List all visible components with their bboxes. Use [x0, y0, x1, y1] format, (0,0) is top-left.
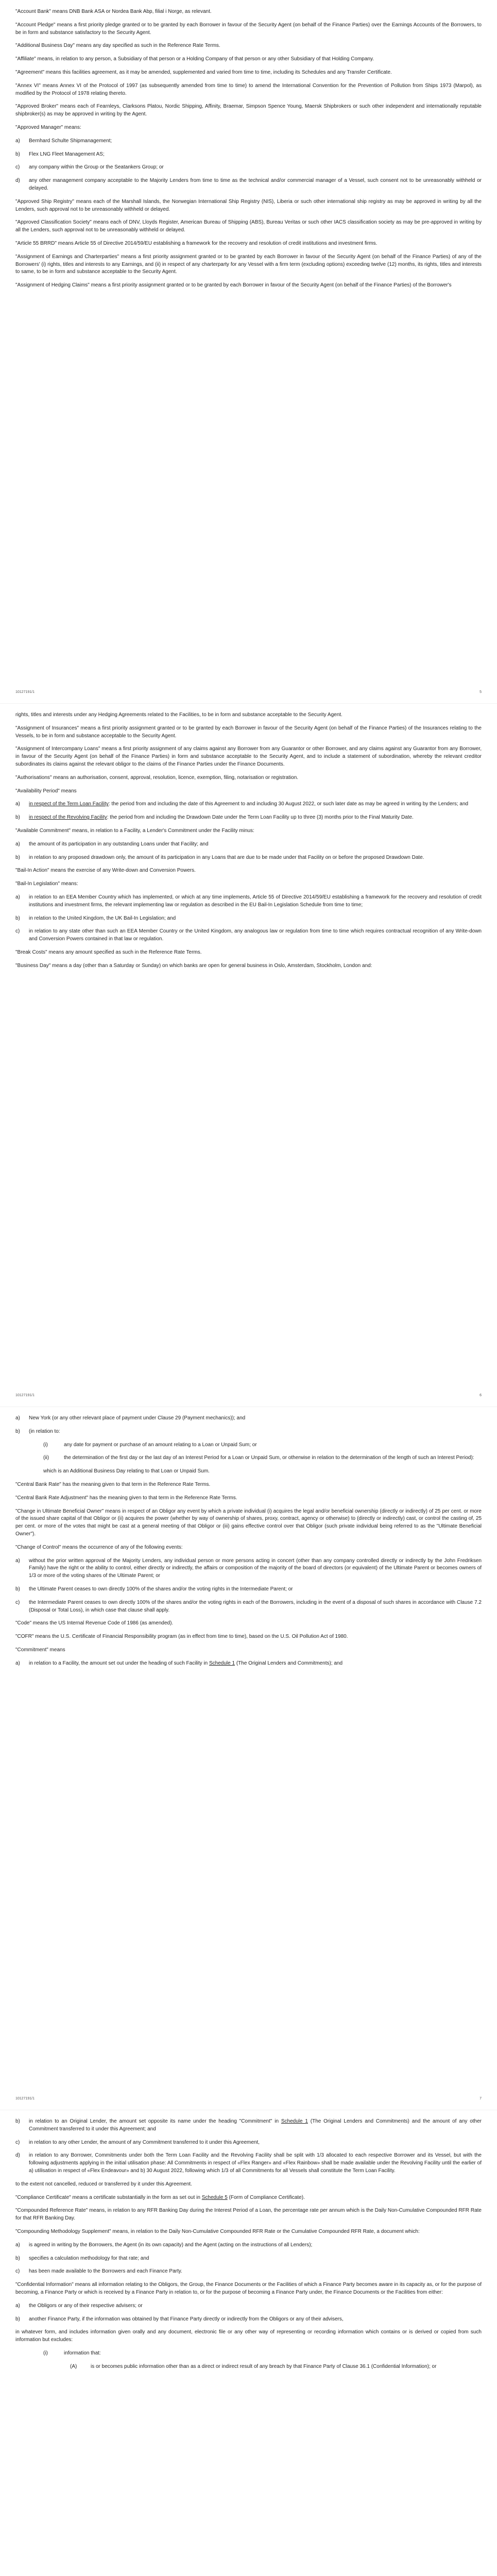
schedule-reference: Schedule 1: [281, 2119, 308, 2124]
page-content: [0, 0, 497, 290]
list-item-text: New York (or any other relevant place of payment under Clause 29 (Payment mechanics)); and: [29, 1415, 246, 1421]
underlined-term: in respect of the Revolving Facility: [29, 815, 107, 821]
schedule-reference: Schedule 1: [209, 1660, 235, 1666]
text-run: in relation to an Original Lender, the amount set opposite its name under the heading "Commitment" in: [29, 2119, 281, 2124]
list-marker: b): [15, 854, 20, 860]
list-item: [15, 164, 482, 172]
list-item-text: any company within the Group or the Seatankers Group; or: [29, 164, 164, 171]
list-item: [15, 2118, 482, 2133]
list-item-text: any other management company acceptable to the Majority Lenders from time to time as the technical and/or commercial manager of a Vessel, such consent not to be unreasonably withheld or delayed.: [29, 178, 482, 191]
list-marker: b): [15, 1428, 20, 1434]
list-item: [15, 138, 482, 145]
list-item: [43, 1442, 482, 1449]
list-marker: b): [15, 915, 20, 921]
text-run: "Compliance Certificate" means a certificate substantially in the form as set out in: [15, 2194, 202, 2200]
paragraph: "Approved Classification Society" means each of DNV, Lloyds Register, American Bureau of Shipping (ABS), Bureau Veritas or such other IACS classification society as may be pre-approved in writing by all the Lenders, such approval not to be unreasonably withheld or delayed.: [15, 219, 482, 233]
page-footer: [15, 1394, 482, 1397]
list-marker: c): [15, 2139, 20, 2145]
list-item-text: specifies a calculation methodology for that rate; and: [29, 2255, 149, 2261]
page-content: [0, 703, 497, 970]
paragraph: "Code" means the US Internal Revenue Code of 1986 (as amended).: [15, 1620, 174, 1626]
document-page: [0, 1406, 497, 2110]
paragraph: "Bail-In Legislation" means:: [15, 881, 78, 887]
list-marker: a): [15, 801, 20, 807]
list-item-text: in relation to any state other than such an EEA Member Country or the United Kingdom, any analogous law or regulation from time to time which requires contractual recognition of any Write-down and Conversion Powers contained in that law or regulation.: [29, 928, 482, 942]
list-marker: a): [15, 1557, 20, 1564]
list-marker: b): [15, 2119, 20, 2124]
list-item: [15, 2152, 482, 2175]
list-marker: a): [15, 1415, 20, 1421]
list-item: [15, 841, 482, 849]
list-item-text: the Ultimate Parent ceases to own directly 100% of the shares and/or the voting rights in the Intermediate Parent; or: [29, 1586, 293, 1592]
list-item: [15, 915, 482, 923]
list-item: [15, 1599, 482, 1615]
text-run: (The Original Lenders and Commitments); and: [235, 1660, 343, 1666]
list-item: [15, 801, 482, 808]
document-page: [0, 703, 497, 1406]
list-marker: a): [15, 841, 20, 847]
page-number: 7: [479, 2097, 482, 2100]
list-item: [15, 151, 482, 159]
list-item-text: (in relation to:: [29, 1428, 60, 1434]
paragraph: "Central Bank Rate Adjustment" has the meaning given to that term in the Reference Rate Terms.: [15, 1495, 237, 1501]
paragraph: "Account Pledge" means a first priority pledge granted or to be granted by each Borrower in favour of the Security Agent (on behalf of the Finance Parties) over the Earnings Accounts of the Borrowers, to be in form and substance satisfactory to the Security Agent.: [15, 22, 482, 36]
paragraph: "Compounding Methodology Supplement" means, in relation to the Daily Non-Cumulative Compounded RFR Rate or the Cumulative Compounded RFR Rate, a document which:: [15, 2228, 420, 2234]
list-item: [15, 1557, 482, 1580]
list-marker: d): [15, 178, 20, 184]
list-item: [15, 814, 482, 822]
document-reference: 10127191/1: [15, 2097, 35, 2100]
paragraph: "Authorisations" means an authorisation, consent, approval, resolution, licence, exemption, filing, notarisation or registration.: [15, 774, 299, 781]
list-item-text: is agreed in writing by the Borrowers, the Agent (in its own capacity) and the Agent (acting on the instructions of all Lenders);: [29, 2242, 313, 2248]
text-run: in relation to a Facility, the amount set out under the heading of such Facility in: [29, 1660, 210, 1666]
list-item-text: the determination of the first day or the last day of an Interest Period for a Loan or Unpaid Sum, or otherwise in relation to the determination of the length of such an Interest Period):: [64, 1455, 474, 1461]
underlined-term: in respect of the Term Loan Facility: [29, 801, 109, 807]
list-item-text: [29, 801, 482, 808]
paragraph: [15, 2194, 482, 2202]
page-content: [0, 1406, 497, 1668]
list-item-text: the amount of its participation in any outstanding Loans under that Facility; and: [29, 841, 209, 847]
paragraph: rights, titles and interests under any Hedging Agreements related to the Facilities, to be in form and substance acceptable to the Security Agent.: [15, 712, 342, 718]
paragraph: "Assignment of Hedging Claims" means a first priority assignment granted or to be granted by each Borrower in favour of the Security Agent (on behalf of the Finance Parties) of the Borrower's: [15, 282, 452, 289]
paragraph: "Additional Business Day" means any day specified as such in the Reference Rate Terms.: [15, 43, 220, 49]
list-item-text: in relation to the United Kingdom, the UK Bail-In Legislation; and: [29, 915, 176, 921]
document-reference: 10127191/1: [15, 1394, 35, 1397]
list-marker: a): [15, 1660, 20, 1666]
list-marker: c): [15, 164, 20, 171]
document-page: [0, 0, 497, 703]
list-item: [15, 177, 482, 193]
paragraph: "Available Commitment" means, in relation to a Facility, a Lender's Commitment under the Facility minus:: [15, 827, 254, 834]
list-marker: d): [15, 2153, 20, 2159]
list-item: [15, 2268, 482, 2276]
list-item: [15, 854, 482, 862]
paragraph: "Bail-In Action" means the exercise of any Write-down and Conversion Powers.: [15, 868, 196, 874]
list-item: [15, 2316, 482, 2324]
page-footer: [15, 690, 482, 694]
paragraph: "Assignment of Intercompany Loans" means a first priority assignment of any claims against any Borrower from any Guarantor or other Borrower, and any claims against any Guarantor from any Borrower, in favour of the Security Agent (on behalf of the Finance Parties) in form and substance acceptable to the Security Agent, and to include a statement of subordination, whereby the relevant creditor subordinates its claims against the relevant obligor to the claims of the Finance Parties under the Finance Documents.: [15, 746, 482, 767]
list-item-text: [29, 814, 482, 822]
list-item-text: has been made available to the Borrowers and each Finance Party.: [29, 2268, 182, 2275]
list-marker: a): [15, 2242, 20, 2248]
list-marker: c): [15, 1599, 20, 1605]
paragraph: which is an Additional Business Day relating to that Loan or Unpaid Sum.: [43, 1468, 210, 1475]
list-item-text: another Finance Party, if the information was obtained by that Finance Party directly or indirectly from the Obligors or any of their advisers,: [29, 2316, 344, 2322]
paragraph: in whatever form, and includes information given orally and any document, electronic file or any other way of representing or recording information which contains or is derived or copied from such information but excludes:: [15, 2329, 482, 2343]
paragraph: "Assignment of Insurances" means a first priority assignment granted or to be granted by each Borrower in favour of the Security Agent (on behalf of the Finance Parties) of the Insurances relating to the Vessels, to be in form and substance acceptable to the Security Agent.: [15, 725, 482, 739]
list-marker: a): [15, 138, 20, 144]
paragraph: "Assignment of Earnings and Charterparties" means a first priority assignment granted or to be granted by each Borrower in favour of the Security Agent (on behalf of the Finance Parties) of any of the Borrowers' (i) rights, titles and interests to any Earnings, and (ii) in respect of any charterparty for any Vessel with a firm term (excluding options) exceeding twelve (12) months, its rights, titles and interests to same, to be in form and substance acceptable to the Security Agent.: [15, 253, 482, 275]
document-reference: 10127191/1: [15, 690, 35, 694]
page-divider: [0, 1406, 497, 1407]
list-item-text: is or becomes public information other than as a direct or indirect result of any breach by that Finance Party of Clause 36.1 (Confidential Information); or: [91, 2363, 437, 2369]
paragraph: "Account Bank" means DNB Bank ASA or Nordea Bank Abp, filial i Norge, as relevant.: [15, 9, 212, 14]
paragraph: "Article 55 BRRD" means Article 55 of Directive 2014/59/EU establishing a framework for the recovery and resolution of credit institutions and investment firms.: [15, 240, 378, 246]
list-item: [15, 2302, 482, 2310]
list-item-text: [29, 1660, 482, 1668]
list-item-text: [29, 2118, 482, 2133]
list-marker: (i): [43, 1442, 48, 1448]
paragraph: to the extent not cancelled, reduced or transferred by it under this Agreement.: [15, 2181, 192, 2187]
page-number: 5: [479, 690, 482, 694]
list-marker: c): [15, 928, 20, 935]
paragraph: "Change of Control" means the occurrence of any of the following events:: [15, 1544, 183, 1550]
list-item: [15, 1660, 482, 1668]
page-divider: [0, 703, 497, 704]
list-marker: b): [15, 151, 20, 157]
paragraph: "Approved Manager" means:: [15, 124, 81, 130]
list-marker: (i): [43, 2350, 48, 2356]
list-item: [43, 1454, 482, 1462]
list-marker: (ii): [43, 1455, 49, 1461]
list-item-text: in relation to any other Lender, the amount of any Commitment transferred to it under this Agreement,: [29, 2139, 260, 2145]
document-page: [0, 2110, 497, 2576]
paragraph: "Affiliate" means, in relation to any person, a Subsidiary of that person or a Holding Company of that person or any other Subsidiary of that Holding Company.: [15, 56, 374, 62]
list-item: [43, 2350, 482, 2358]
list-item-text: Flex LNG Fleet Management AS;: [29, 151, 105, 157]
paragraph: "COFR" means the U.S. Certificate of Financial Responsibility program (as in effect from time to time), based on the U.S. Oil Pollution Act of 1980.: [15, 1634, 348, 1640]
list-item: [15, 1415, 482, 1422]
list-marker: c): [15, 2268, 20, 2275]
paragraph: "Commitment" means: [15, 1647, 65, 1653]
list-item: [15, 2255, 482, 2263]
list-item-text: the Intermediate Parent ceases to own directly 100% of the shares and/or the voting rights in each of the Borrowers, including in the event of a disposal of such shares in accordance with Clause 7.2 (Disposal or Total Loss), in which case that clause shall apply.: [29, 1599, 482, 1613]
text-run: : the period from and including the Drawdown Date under the Term Loan Facility up to three (3) months prior to the Final Maturity Date.: [107, 815, 414, 821]
list-item-text: in relation to an EEA Member Country which has implemented, or which at any time implements, Article 55 of Directive 2014/59/EU establishing a framework for the recovery and resolution of credit institutions and investment firms, the relevant implementing law or regulation as described in the EU Bail-In Legislation Schedule from time to time;: [29, 894, 482, 908]
list-item: [70, 2363, 482, 2371]
paragraph: "Approved Ship Registry" means each of the Marshall Islands, the Norwegian International Ship Registry (NIS), Liberia or such other international ship registry as may be approved in writing by all the Lenders, such approval not to be unreasonably withheld or delayed.: [15, 198, 482, 212]
paragraph: "Break Costs" means any amount specified as such in the Reference Rate Terms.: [15, 949, 202, 955]
paragraph: "Change in Ultimate Beneficial Owner" means in respect of an Obligor any event by which a private individual (i) acquires the legal and/or beneficial ownership (directly or indirectly) of 25 per cent. or more of the issued share capital of that Obligor or (ii) acquires the power (whether by way of ownership of shares, proxy, contract, agency or otherwise) to (directly or indirectly) cast, or control the casting of, 25 per cent. or more of the votes that might be cast at a general meeting of that Obligor or (iii) gains effective control over that Obligor (such private individual being referred to as the "Ultimate Beneficial Owner").: [15, 1508, 482, 1537]
list-item: [15, 894, 482, 909]
list-item-text: in relation to any Borrower, Commitments under both the Term Loan Facility and the Revolving Facility shall be split with 1/3 allocated to each respective Borrower and its Vessel, but with the following adjustments applying in the initial utilisation phase: All Commitments in respect of «Flex Ranger» and «Flex Rainbow» shall be made available under the Revolving Facility until the earlier of a) utilisation in respect of «Flex Endeavour» and b) 30 August 2022, following which 1/3 of all Commitments for all Vessels shall constitute the Term Loan Facility.: [29, 2153, 482, 2174]
list-item: [15, 2139, 482, 2147]
list-item-text: any date for payment or purchase of an amount relating to a Loan or Unpaid Sum; or: [64, 1442, 257, 1448]
page-content: [0, 2110, 497, 2371]
list-marker: a): [15, 2302, 20, 2309]
list-item-text: information that:: [64, 2350, 101, 2356]
paragraph: "Availability Period" means: [15, 788, 77, 794]
list-marker: a): [15, 894, 20, 900]
list-item-text: without the prior written approval of the Majority Lenders, any individual person or more persons acting in concert (other than any company controlled directly or indirectly by the John Fredriksen Family) have the right or the ability to control, either directly or indirectly, the affairs or composition of the majority of the board of directors (or equivalent) of the Ultimate Parent or becomes owners of 1/3 or more of the voting shares of the Ultimate Parent; or: [29, 1557, 482, 1579]
text-run: (Form of Compliance Certificate).: [227, 2194, 305, 2200]
list-item: [15, 928, 482, 943]
page-footer: [15, 2097, 482, 2100]
list-item-text: Bernhard Schulte Shipmanagement;: [29, 138, 112, 144]
paragraph: "Central Bank Rate" has the meaning given to that term in the Reference Rate Terms.: [15, 1481, 211, 1487]
paragraph: "Annex VI" means Annex VI of the Protocol of 1997 (as subsequently amended from time to time) to amend the International Convention for the Prevention of Pollution from Ships 1973 (Marpol), as modified by the Protocol of 1978 relating thereto.: [15, 82, 482, 96]
paragraph: "Approved Broker" means each of Fearnleys, Clarksons Platou, Nordic Shipping, Affinity, Braemar, Simpson Spence Young, Maersk Shipbrokers or such other independent and internationally reputable shipbroker(s) as may be approved in writing by the Agent.: [15, 104, 482, 117]
list-marker: b): [15, 2255, 20, 2261]
list-marker: (A): [70, 2363, 77, 2369]
list-item: [15, 1428, 482, 1436]
paragraph: "Confidential Information" means all information relating to the Obligors, the Group, the Finance Documents or the Facilities of which a Finance Party becomes aware in its capacity as, or for the purpose of becoming, a Finance Party or which is received by a Finance Party in relation to, or for the purpose of becoming a Finance Party under, the Finance Documents or the Facilities from either:: [15, 2282, 482, 2295]
text-run: (The Original Lenders and Commitments) and the amount of any other Commitment transferred to it under this Agreement; and: [29, 2119, 482, 2132]
list-item: [15, 2242, 482, 2249]
text-run: : the period from and including the date of this Agreement to and including 30 August 2022, or such later date as may be agreed in writing by the Lenders; and: [108, 801, 469, 807]
paragraph: "Business Day" means a day (other than a Saturday or Sunday) on which banks are open for general business in Oslo, Amsterdam, Stockholm, London and:: [15, 962, 372, 969]
schedule-reference: Schedule 5: [201, 2194, 228, 2200]
list-item-text: in relation to any proposed drawdown only, the amount of its participation in any Loans that are due to be made under that Facility on or before the proposed Drawdown Date.: [29, 854, 424, 860]
paragraph: "Compounded Reference Rate" means, in relation to any RFR Banking Day during the Interest Period of a Loan, the percentage rate per annum which is the Daily Non-Cumulative Compounded RFR Rate for that RFR Banking Day.: [15, 2208, 482, 2222]
list-marker: b): [15, 815, 20, 821]
list-marker: b): [15, 1586, 20, 1592]
list-marker: b): [15, 2316, 20, 2322]
page-number: 6: [479, 1394, 482, 1397]
list-item-text: the Obligors or any of their respective advisers; or: [29, 2302, 143, 2309]
list-item: [15, 1586, 482, 1594]
paragraph: "Agreement" means this facilities agreement, as it may be amended, supplemented and varied from time to time, including its Schedules and any Transfer Certificate.: [15, 69, 392, 75]
